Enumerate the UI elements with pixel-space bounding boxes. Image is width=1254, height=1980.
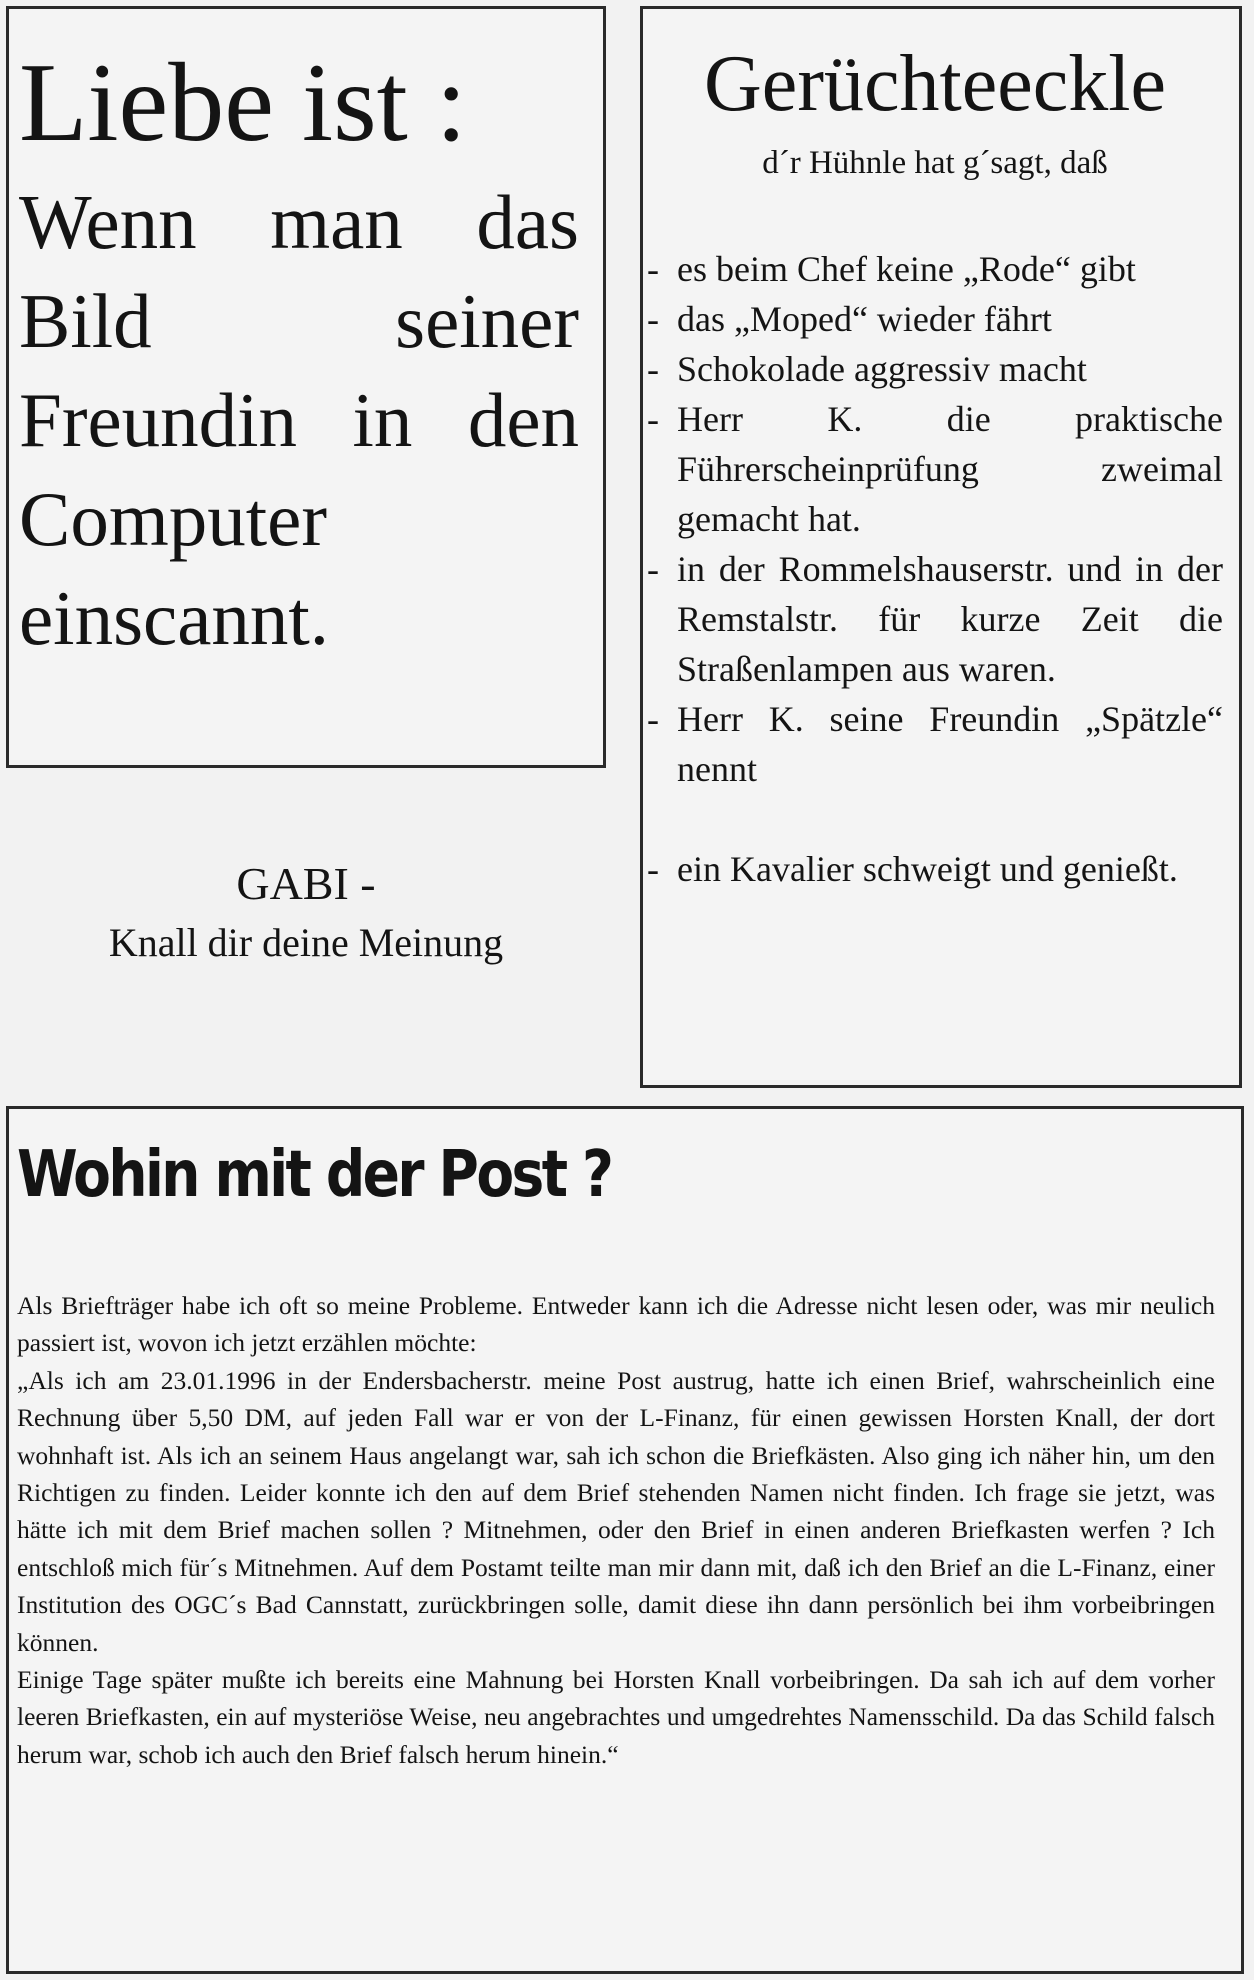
geruechte-title: Gerüchteeckle [704, 40, 1166, 128]
list-item: - ein Kavalier schweigt und genießt. [647, 844, 1223, 894]
list-item: - es beim Chef keine „Rode“ gibt [647, 244, 1223, 294]
list-item: - Schokolade aggressiv macht [647, 344, 1223, 394]
list-item: - Herr K. seine Freundin „Spätzle“ nennt [647, 694, 1223, 794]
geruechte-list [647, 244, 1223, 894]
post-article-box [6, 1106, 1244, 1974]
post-paragraph: Einige Tage später mußte ich bereits eine Mahnung bei Horsten Knall vorbeibringen. Da sah ich auf dem vorher leeren Briefkasten, ein auf mysteriöse Weise, neu angebrachtes und umgedrehtes Namensschild. Da das Schild falsch herum war, schob ich auch den Brief falsch herum hinein.“ [17, 1665, 1215, 1769]
geruechteeckle-box [640, 6, 1242, 1088]
list-item: - das „Moped“ wieder fährt [647, 294, 1223, 344]
post-body [17, 1287, 1215, 1773]
post-paragraph: Als Briefträger habe ich oft so meine Probleme. Entweder kann ich die Adresse nicht lesen oder, was mir neulich passiert ist, wovon ich jetzt erzählen möchte: [17, 1291, 1215, 1358]
list-item: - Herr K. die praktische Führerscheinprüfung zweimal gemacht hat. [647, 394, 1223, 544]
liebe-ist-box [6, 6, 606, 768]
post-title: Wohin mit der Post ? [17, 1138, 612, 1212]
gabi-subtitle: Knall dir deine Meinung [108, 920, 504, 965]
post-paragraph: „Als ich am 23.01.1996 in der Endersbacherstr. meine Post austrug, hatte ich einen Brief, wahrscheinlich eine Rechnung über 5,50 DM, auf jeden Fall war er von der L-Finanz, für einen gewissen Horsten Knall, der dort wohnhaft ist. Als ich an seinem Haus angelangt war, sah ich schon die Briefkästen. Also ging ich näher hin, um den Richtigen zu finden. Leider konnte ich den auf dem Brief stehenden Namen nicht finden. Ich frage sie jetzt, was hätte ich mit dem Brief machen sollen ? Mitnehmen, oder den Brief in einen anderen Briefkasten werfen ? Ich entschloß mich für´s Mitnehmen. Auf dem Postamt teilte man mir dann mit, daß ich den Brief an die L-Finanz, einer Institution des OGC´s Bad Cannstatt, zurückbringen solle, damit diese ihn dann persönlich bei ihm vorbeibringen können. [17, 1365, 1215, 1657]
liebe-title: Liebe ist : [19, 41, 467, 165]
list-item: - in der Rommelshauserstr. und in der Remstalstr. für kurze Zeit die Straßenlampen aus waren. [647, 544, 1223, 694]
gabi-box [46, 850, 566, 990]
geruechte-subtitle: d´r Hühnle hat g´sagt, daß [762, 145, 1108, 181]
liebe-body: Wenn man das Bild seiner Freundin in den Computer einscannt. [19, 179, 579, 661]
gabi-title: GABI - [236, 858, 376, 909]
